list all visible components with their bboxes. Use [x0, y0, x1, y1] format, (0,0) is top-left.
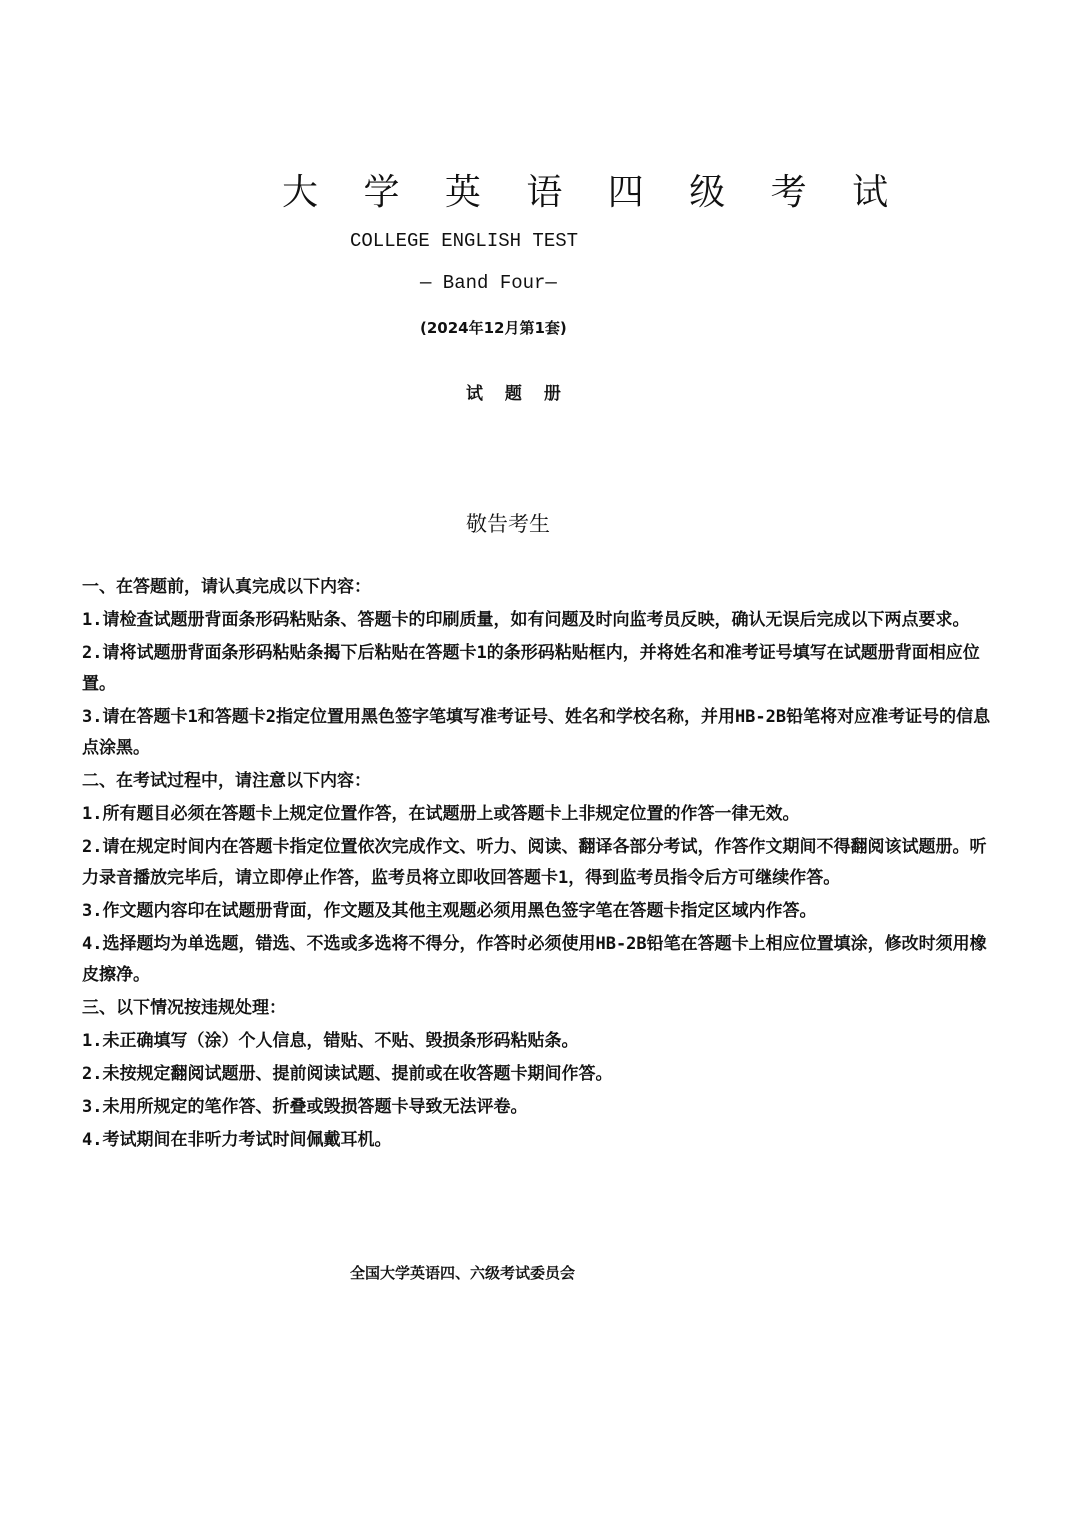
instruction-item: 2.请在规定时间内在答题卡指定位置依次完成作文、听力、阅读、翻译各部分考试，作答作文期间不得翻阅该试题册。听力录音播放完毕后，请立即停止作答，监考员将立即收回答题卡1，得到监考员指令后方可继续作答。	[82, 837, 987, 888]
exam-title-english: COLLEGE ENGLISH TEST	[350, 230, 579, 252]
instruction-item: 1.所有题目必须在答题卡上规定位置作答，在试题册上或答题卡上非规定位置的作答一律无效。	[82, 804, 800, 824]
instruction-item: 4.选择题均为单选题，错选、不选或多选将不得分，作答时必须使用HB-2B铅笔在答题卡上相应位置填涂，修改时须用橡皮擦净。	[82, 934, 987, 985]
exam-title-chinese: 大 学 英 语 四 级 考 试	[282, 172, 906, 213]
committee-signature: 全国大学英语四、六级考试委员会	[350, 1264, 576, 1282]
instruction-item: 3.作文题内容印在试题册背面，作文题及其他主观题必须用黑色签字笔在答题卡指定区域内作答。	[82, 901, 817, 921]
instructions-list	[82, 572, 1002, 1158]
notice-heading: 敬告考生	[466, 512, 550, 536]
section-heading-before-exam: 一、在答题前，请认真完成以下内容：	[82, 577, 371, 597]
instruction-item: 1.未正确填写（涂）个人信息，错贴、不贴、毁损条形码粘贴条。	[82, 1031, 579, 1051]
booklet-label: 试 题 册	[466, 384, 569, 404]
instruction-item: 2.请将试题册背面条形码粘贴条揭下后粘贴在答题卡1的条形码粘贴框内，并将姓名和准考证号填写在试题册背面相应位置。	[82, 643, 980, 694]
instruction-item: 3.未用所规定的笔作答、折叠或毁损答题卡导致无法评卷。	[82, 1097, 528, 1117]
instruction-item: 3.请在答题卡1和答题卡2指定位置用黑色签字笔填写准考证号、姓名和学校名称，并用HB-2B铅笔将对应准考证号的信息点涂黑。	[82, 707, 991, 758]
instruction-item: 1.请检查试题册背面条形码粘贴条、答题卡的印刷质量，如有问题及时向监考员反映，确认无误后完成以下两点要求。	[82, 610, 970, 630]
exam-session: (2024年12月第1套)	[420, 319, 567, 337]
section-heading-violations: 三、以下情况按违规处理：	[82, 998, 286, 1018]
section-heading-during-exam: 二、在考试过程中，请注意以下内容：	[82, 771, 371, 791]
exam-band: — Band Four—	[420, 272, 557, 294]
instruction-item: 2.未按规定翻阅试题册、提前阅读试题、提前或在收答题卡期间作答。	[82, 1064, 613, 1084]
instruction-item: 4.考试期间在非听力考试时间佩戴耳机。	[82, 1130, 392, 1150]
